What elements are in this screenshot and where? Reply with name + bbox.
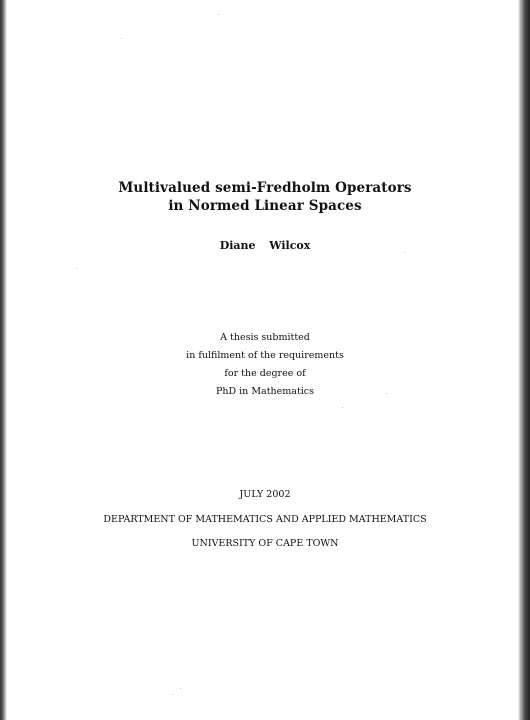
scan-speck <box>404 252 405 253</box>
university-name: UNIVERSITY OF CAPE TOWN <box>191 538 339 549</box>
scan-speck <box>218 14 219 15</box>
department-name: DEPARTMENT OF MATHEMATICS AND APPLIED MATHEMATICS <box>103 514 427 525</box>
scan-speck <box>180 688 181 689</box>
thesis-title-line-2: in Normed Linear Spaces <box>168 198 362 214</box>
scan-speck <box>76 268 77 269</box>
submission-line-4: PhD in Mathematics <box>216 386 314 397</box>
submission-line-1: A thesis submitted <box>220 332 310 343</box>
author-name: Diane Wilcox <box>219 239 311 252</box>
scan-speck <box>172 694 173 695</box>
thesis-title-line-1: Multivalued semi-Fredholm Operators <box>118 180 412 196</box>
submission-date: JULY 2002 <box>239 489 291 500</box>
submission-line-3: for the degree of <box>224 368 306 379</box>
scan-speck <box>121 38 122 39</box>
submission-line-2: in fulfilment of the requirements <box>186 350 344 361</box>
scan-speck <box>342 407 343 408</box>
